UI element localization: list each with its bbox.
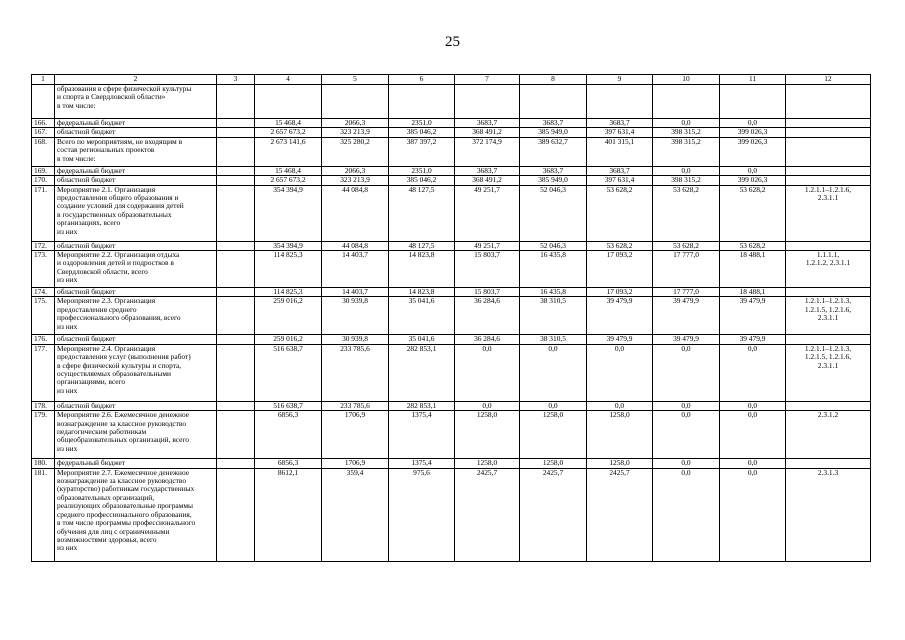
description-line: общеобразовательных организаций, всего [57, 435, 189, 445]
value-cell-c11: 0,0 [720, 344, 786, 401]
value-cell-c6: 975,6 [389, 468, 455, 561]
cell-col3 [217, 119, 255, 128]
row-number: 176. [32, 335, 55, 344]
value-cell-c9: 17 093,2 [587, 288, 653, 297]
column-header: 10 [653, 75, 720, 85]
target-indicators-cell [786, 241, 871, 250]
value-cell-c7: 15 803,7 [455, 288, 520, 297]
row-description [55, 401, 217, 410]
table-row [32, 297, 871, 335]
value-cell-c11: 399 026,3 [720, 176, 786, 185]
value-cell-c8: 385 949,0 [520, 176, 587, 185]
description-line: образования в сфере физической культуры [57, 84, 192, 93]
target-indicators-cell [786, 297, 871, 335]
row-number: 170. [32, 176, 55, 185]
value-cell-c9: 397 631,4 [587, 176, 653, 185]
cell-col3 [217, 85, 255, 119]
row-description [55, 137, 217, 166]
value-cell-c6: 48 127,5 [389, 185, 455, 241]
value-cell-c7: 372 174,9 [455, 137, 520, 166]
cell-col3 [217, 297, 255, 335]
description-line: Мероприятие 2.7. Ежемесячное денежное [57, 468, 190, 477]
row-number: 179. [32, 411, 55, 459]
table-row [32, 166, 871, 175]
value-cell-c9: 0,0 [587, 401, 653, 410]
value-cell-c10: 398 315,2 [653, 137, 720, 166]
value-cell-c10: 0,0 [653, 166, 720, 175]
value-cell-c6: 385 046,2 [389, 128, 455, 137]
row-description [55, 176, 217, 185]
value-cell-c8: 52 046,3 [520, 241, 587, 250]
value-cell-c7: 49 251,7 [455, 241, 520, 250]
indicator-line: 1.2.1.5, 1.2.1.6, [804, 304, 852, 314]
description-line: Мероприятие 2.3. Организация [57, 296, 156, 306]
value-cell-c4: 15 468,4 [255, 166, 322, 175]
value-cell-c10: 0,0 [653, 459, 720, 468]
description-line: в том числе программы профессионального [57, 518, 196, 528]
value-cell-c5: 323 213,9 [322, 128, 389, 137]
row-description [55, 241, 217, 250]
row-number: 166. [32, 119, 55, 128]
value-cell-c10: 398 315,2 [653, 176, 720, 185]
table-row [32, 344, 871, 401]
value-cell-c7: 15 803,7 [455, 251, 520, 288]
description-line: профессионального образования, всего [57, 313, 181, 323]
cell-col3 [217, 401, 255, 410]
cell-col3 [217, 335, 255, 344]
value-cell-c10: 0,0 [653, 411, 720, 459]
value-cell-c7: 3683,7 [455, 119, 520, 128]
description-line: Свердловской области, всего [57, 266, 148, 276]
indicator-line: 2.3.1.1 [817, 313, 839, 323]
value-cell-c11: 0,0 [720, 468, 786, 561]
value-cell-c4: 6856,3 [255, 459, 322, 468]
indicator-line: 2.3.1.1 [817, 360, 839, 370]
page-number: 25 [445, 34, 460, 50]
value-cell-c6: 2351,0 [389, 166, 455, 175]
description-line: образовательных организаций, [57, 492, 155, 502]
value-cell-c9: 53 628,2 [587, 185, 653, 241]
value-cell-c11: 399 026,3 [720, 137, 786, 166]
value-cell-c8: 16 435,8 [520, 251, 587, 288]
value-cell-c4: 114 825,3 [255, 251, 322, 288]
column-header: 4 [255, 75, 322, 85]
value-cell-c10: 17 777,0 [653, 251, 720, 288]
value-cell-c8 [520, 85, 587, 119]
value-cell-c9: 397 631,4 [587, 128, 653, 137]
target-indicators-cell [786, 344, 871, 401]
target-indicators-cell [786, 119, 871, 128]
table-row [32, 288, 871, 297]
target-indicators-cell [786, 128, 871, 137]
description-line: федеральный бюджет [57, 458, 126, 468]
description-line: из них [57, 226, 78, 236]
cell-col3 [217, 166, 255, 175]
value-cell-c5: 325 280,2 [322, 137, 389, 166]
value-cell-c5: 44 084,8 [322, 185, 389, 241]
header-row [32, 75, 871, 85]
description-line: Мероприятие 2.4. Организация [57, 344, 156, 353]
value-cell-c7: 1258,0 [455, 459, 520, 468]
value-cell-c4: 114 825,3 [255, 288, 322, 297]
description-line: областной бюджет [57, 175, 116, 185]
column-header: 8 [520, 75, 587, 85]
row-description [55, 119, 217, 128]
column-header: 7 [455, 75, 520, 85]
description-line: в государственных образовательных [57, 209, 172, 219]
description-line: и оздоровления детей и подростков в [57, 258, 174, 268]
value-cell-c4: 354 394,9 [255, 241, 322, 250]
value-cell-c7: 2425,7 [455, 468, 520, 561]
cell-col3 [217, 288, 255, 297]
value-cell-c9: 17 093,2 [587, 251, 653, 288]
cell-col3 [217, 459, 255, 468]
value-cell-c10: 53 628,2 [653, 241, 720, 250]
column-header: 12 [786, 75, 871, 85]
table-row [32, 85, 871, 119]
value-cell-c11 [720, 85, 786, 119]
description-line: областной бюджет [57, 287, 116, 297]
table-row [32, 411, 871, 459]
indicator-line: 2.3.1.3 [817, 468, 839, 477]
value-cell-c6: 282 853,1 [389, 344, 455, 401]
value-cell-c6: 35 041,6 [389, 297, 455, 335]
cell-col3 [217, 411, 255, 459]
description-line: предоставления общего образования и [57, 193, 179, 203]
value-cell-c8: 38 310,5 [520, 297, 587, 335]
description-line: Мероприятие 2.6. Ежемесячное денежное [57, 410, 190, 420]
description-line: областной бюджет [57, 334, 116, 344]
cell-col3 [217, 251, 255, 288]
value-cell-c6: 282 853,1 [389, 401, 455, 410]
value-cell-c11: 0,0 [720, 401, 786, 410]
value-cell-c4: 516 638,7 [255, 401, 322, 410]
indicator-line: 1.2.1.1–1.2.1.3, [804, 344, 852, 353]
value-cell-c11: 39 479,9 [720, 297, 786, 335]
target-indicators-cell [786, 401, 871, 410]
row-number: 171. [32, 185, 55, 241]
indicator-line: 1.2.1.5, 1.2.1.6, [804, 352, 852, 362]
target-indicators-cell [786, 335, 871, 344]
value-cell-c7: 49 251,7 [455, 185, 520, 241]
row-description [55, 297, 217, 335]
table-row [32, 251, 871, 288]
value-cell-c11: 0,0 [720, 166, 786, 175]
value-cell-c6: 14 823,8 [389, 288, 455, 297]
value-cell-c5: 359,4 [322, 468, 389, 561]
target-indicators-cell [786, 166, 871, 175]
description-line: Мероприятие 2.2. Организация отдыха [57, 250, 180, 260]
value-cell-c7: 368 491,2 [455, 128, 520, 137]
row-number: 181. [32, 468, 55, 561]
row-number: 169. [32, 166, 55, 175]
description-line: и спорта в Свердловской области» [57, 92, 166, 102]
cell-col3 [217, 468, 255, 561]
value-cell-c4: 15 468,4 [255, 119, 322, 128]
value-cell-c11: 18 488,1 [720, 251, 786, 288]
value-cell-c5: 233 785,6 [322, 344, 389, 401]
description-line: областной бюджет [57, 127, 116, 137]
row-description [55, 85, 217, 119]
description-line: Мероприятие 2.1. Организация [57, 185, 156, 194]
value-cell-c8: 16 435,8 [520, 288, 587, 297]
value-cell-c11: 53 628,2 [720, 185, 786, 241]
value-cell-c7: 368 491,2 [455, 176, 520, 185]
cell-col3 [217, 176, 255, 185]
value-cell-c9: 3683,7 [587, 119, 653, 128]
value-cell-c5: 30 939,8 [322, 335, 389, 344]
value-cell-c9: 3683,7 [587, 166, 653, 175]
value-cell-c10 [653, 85, 720, 119]
description-line: областной бюджет [57, 401, 116, 410]
row-number: 180. [32, 459, 55, 468]
value-cell-c6: 385 046,2 [389, 176, 455, 185]
table-row [32, 459, 871, 468]
description-line: (кураторство) работникам государственных [57, 484, 195, 494]
indicator-line: 1.2.1.2, 2.3.1.1 [805, 258, 851, 268]
description-line: предоставления среднего [57, 304, 137, 314]
table-row [32, 185, 871, 241]
description-line: реализующих образовательные программы [57, 501, 193, 511]
column-header: 9 [587, 75, 653, 85]
row-description [55, 185, 217, 241]
value-cell-c9: 53 628,2 [587, 241, 653, 250]
value-cell-c4: 2 657 673,2 [255, 176, 322, 185]
value-cell-c8: 38 310,5 [520, 335, 587, 344]
row-description [55, 251, 217, 288]
description-line: из них [57, 543, 78, 553]
cell-col3 [217, 241, 255, 250]
value-cell-c4: 2 673 141,6 [255, 137, 322, 166]
value-cell-c8: 1258,0 [520, 411, 587, 459]
value-cell-c7: 36 284,6 [455, 297, 520, 335]
value-cell-c7: 0,0 [455, 401, 520, 410]
description-line: из них [57, 385, 78, 395]
value-cell-c6: 14 823,8 [389, 251, 455, 288]
target-indicators-cell [786, 137, 871, 166]
target-indicators-cell [786, 288, 871, 297]
description-line: обучения для лиц с ограниченными [57, 526, 170, 536]
table-row [32, 241, 871, 250]
value-cell-c10: 0,0 [653, 344, 720, 401]
cell-col3 [217, 128, 255, 137]
value-cell-c4: 6856,3 [255, 411, 322, 459]
value-cell-c4: 2 657 673,2 [255, 128, 322, 137]
description-line: в том числе: [57, 153, 96, 163]
value-cell-c7: 3683,7 [455, 166, 520, 175]
description-line: в сфере физической культуры и спорта, [57, 360, 182, 370]
table-row [32, 137, 871, 166]
table-row [32, 119, 871, 128]
description-line: состав региональных проектов [57, 145, 155, 155]
description-line: областной бюджет [57, 241, 116, 250]
value-cell-c9 [587, 85, 653, 119]
value-cell-c4: 259 016,2 [255, 335, 322, 344]
indicator-line: 1.1.1.1, [816, 250, 840, 260]
value-cell-c6: 2351,0 [389, 119, 455, 128]
description-line: организациями, всего [57, 377, 126, 387]
value-cell-c6: 387 397,2 [389, 137, 455, 166]
description-line: среднего профессионального образования, [57, 509, 192, 519]
row-description [55, 459, 217, 468]
description-line: федеральный бюджет [57, 118, 126, 127]
row-number [32, 85, 55, 119]
row-number: 168. [32, 137, 55, 166]
value-cell-c11: 399 026,3 [720, 128, 786, 137]
value-cell-c7: 1258,0 [455, 411, 520, 459]
column-header: 1 [32, 75, 55, 85]
value-cell-c10: 0,0 [653, 119, 720, 128]
row-description [55, 128, 217, 137]
value-cell-c5: 1706,9 [322, 411, 389, 459]
value-cell-c10: 0,0 [653, 401, 720, 410]
value-cell-c6 [389, 85, 455, 119]
column-header: 11 [720, 75, 786, 85]
row-number: 177. [32, 344, 55, 401]
value-cell-c5: 14 403,7 [322, 288, 389, 297]
value-cell-c4: 516 638,7 [255, 344, 322, 401]
table-row [32, 468, 871, 561]
indicator-line: 1.2.1.1–1.2.1.3, [804, 296, 852, 306]
value-cell-c5: 2066,3 [322, 166, 389, 175]
value-cell-c5: 14 403,7 [322, 251, 389, 288]
value-cell-c7 [455, 85, 520, 119]
value-cell-c8: 2425,7 [520, 468, 587, 561]
value-cell-c9: 39 479,9 [587, 297, 653, 335]
value-cell-c10: 53 628,2 [653, 185, 720, 241]
value-cell-c6: 48 127,5 [389, 241, 455, 250]
description-line: Всего по мероприятиям, не входящим в [57, 137, 183, 146]
row-number: 172. [32, 241, 55, 250]
value-cell-c11: 53 628,2 [720, 241, 786, 250]
value-cell-c5 [322, 85, 389, 119]
value-cell-c11: 39 479,9 [720, 335, 786, 344]
row-description [55, 335, 217, 344]
target-indicators-cell [786, 185, 871, 241]
column-header: 5 [322, 75, 389, 85]
value-cell-c5: 233 785,6 [322, 401, 389, 410]
value-cell-c8: 3683,7 [520, 119, 587, 128]
table-row [32, 128, 871, 137]
value-cell-c10: 39 479,9 [653, 335, 720, 344]
value-cell-c8: 1258,0 [520, 459, 587, 468]
value-cell-c4 [255, 85, 322, 119]
description-line: создание условий для содержания детей [57, 201, 184, 211]
description-line: организациях, всего [57, 218, 121, 228]
table-row [32, 401, 871, 410]
description-line: вознаграждение за классное руководство [57, 418, 187, 428]
target-indicators-cell [786, 176, 871, 185]
target-indicators-cell [786, 411, 871, 459]
target-indicators-cell [786, 459, 871, 468]
row-number: 175. [32, 297, 55, 335]
description-line: осуществляемых образовательными [57, 369, 171, 379]
value-cell-c11: 0,0 [720, 411, 786, 459]
value-cell-c10: 0,0 [653, 468, 720, 561]
column-header: 2 [55, 75, 217, 85]
indicator-line: 2.3.1.1 [817, 193, 839, 203]
description-line: из них [57, 443, 78, 453]
description-line: педагогическим работникам [57, 427, 147, 437]
target-indicators-cell [786, 85, 871, 119]
value-cell-c6: 1375,4 [389, 411, 455, 459]
value-cell-c5: 2066,3 [322, 119, 389, 128]
value-cell-c4: 8612,1 [255, 468, 322, 561]
value-cell-c10: 17 777,0 [653, 288, 720, 297]
value-cell-c6: 35 041,6 [389, 335, 455, 344]
row-description [55, 468, 217, 561]
value-cell-c11: 18 488,1 [720, 288, 786, 297]
cell-col3 [217, 344, 255, 401]
cell-col3 [217, 137, 255, 166]
cell-col3 [217, 185, 255, 241]
description-line: возможностями здоровья, всего [57, 534, 157, 544]
value-cell-c11: 0,0 [720, 119, 786, 128]
budget-table [31, 74, 871, 562]
row-number: 173. [32, 251, 55, 288]
value-cell-c8: 3683,7 [520, 166, 587, 175]
row-number: 167. [32, 128, 55, 137]
value-cell-c6: 1375,4 [389, 459, 455, 468]
target-indicators-cell [786, 251, 871, 288]
value-cell-c9: 2425,7 [587, 468, 653, 561]
indicator-line: 1.2.1.1–1.2.1.6, [804, 185, 852, 194]
description-line: из них [57, 321, 78, 331]
value-cell-c11: 0,0 [720, 459, 786, 468]
value-cell-c10: 39 479,9 [653, 297, 720, 335]
row-number: 174. [32, 288, 55, 297]
row-number: 178. [32, 401, 55, 410]
indicator-line: 2.3.1.2 [817, 410, 839, 420]
value-cell-c5: 30 939,8 [322, 297, 389, 335]
value-cell-c9: 1258,0 [587, 459, 653, 468]
table-row [32, 176, 871, 185]
row-description [55, 344, 217, 401]
row-description [55, 411, 217, 459]
value-cell-c9: 401 315,1 [587, 137, 653, 166]
value-cell-c7: 0,0 [455, 344, 520, 401]
value-cell-c9: 0,0 [587, 344, 653, 401]
value-cell-c8: 52 046,3 [520, 185, 587, 241]
row-description [55, 166, 217, 175]
description-line: федеральный бюджет [57, 166, 126, 175]
value-cell-c9: 39 479,9 [587, 335, 653, 344]
table-row [32, 335, 871, 344]
value-cell-c5: 1706,9 [322, 459, 389, 468]
description-line: вознаграждение за классное руководство [57, 476, 187, 486]
value-cell-c8: 389 632,7 [520, 137, 587, 166]
column-header: 6 [389, 75, 455, 85]
value-cell-c5: 44 084,8 [322, 241, 389, 250]
value-cell-c10: 398 315,2 [653, 128, 720, 137]
column-header: 3 [217, 75, 255, 85]
target-indicators-cell [786, 468, 871, 561]
value-cell-c9: 1258,0 [587, 411, 653, 459]
value-cell-c5: 323 213,9 [322, 176, 389, 185]
value-cell-c8: 0,0 [520, 344, 587, 401]
value-cell-c8: 0,0 [520, 401, 587, 410]
value-cell-c4: 354 394,9 [255, 185, 322, 241]
row-description [55, 288, 217, 297]
value-cell-c7: 36 284,6 [455, 335, 520, 344]
description-line: предоставления услуг (выполнения работ) [57, 352, 191, 362]
description-line: из них [57, 275, 78, 285]
value-cell-c4: 259 016,2 [255, 297, 322, 335]
description-line: в том числе: [57, 100, 96, 110]
value-cell-c8: 385 949,0 [520, 128, 587, 137]
